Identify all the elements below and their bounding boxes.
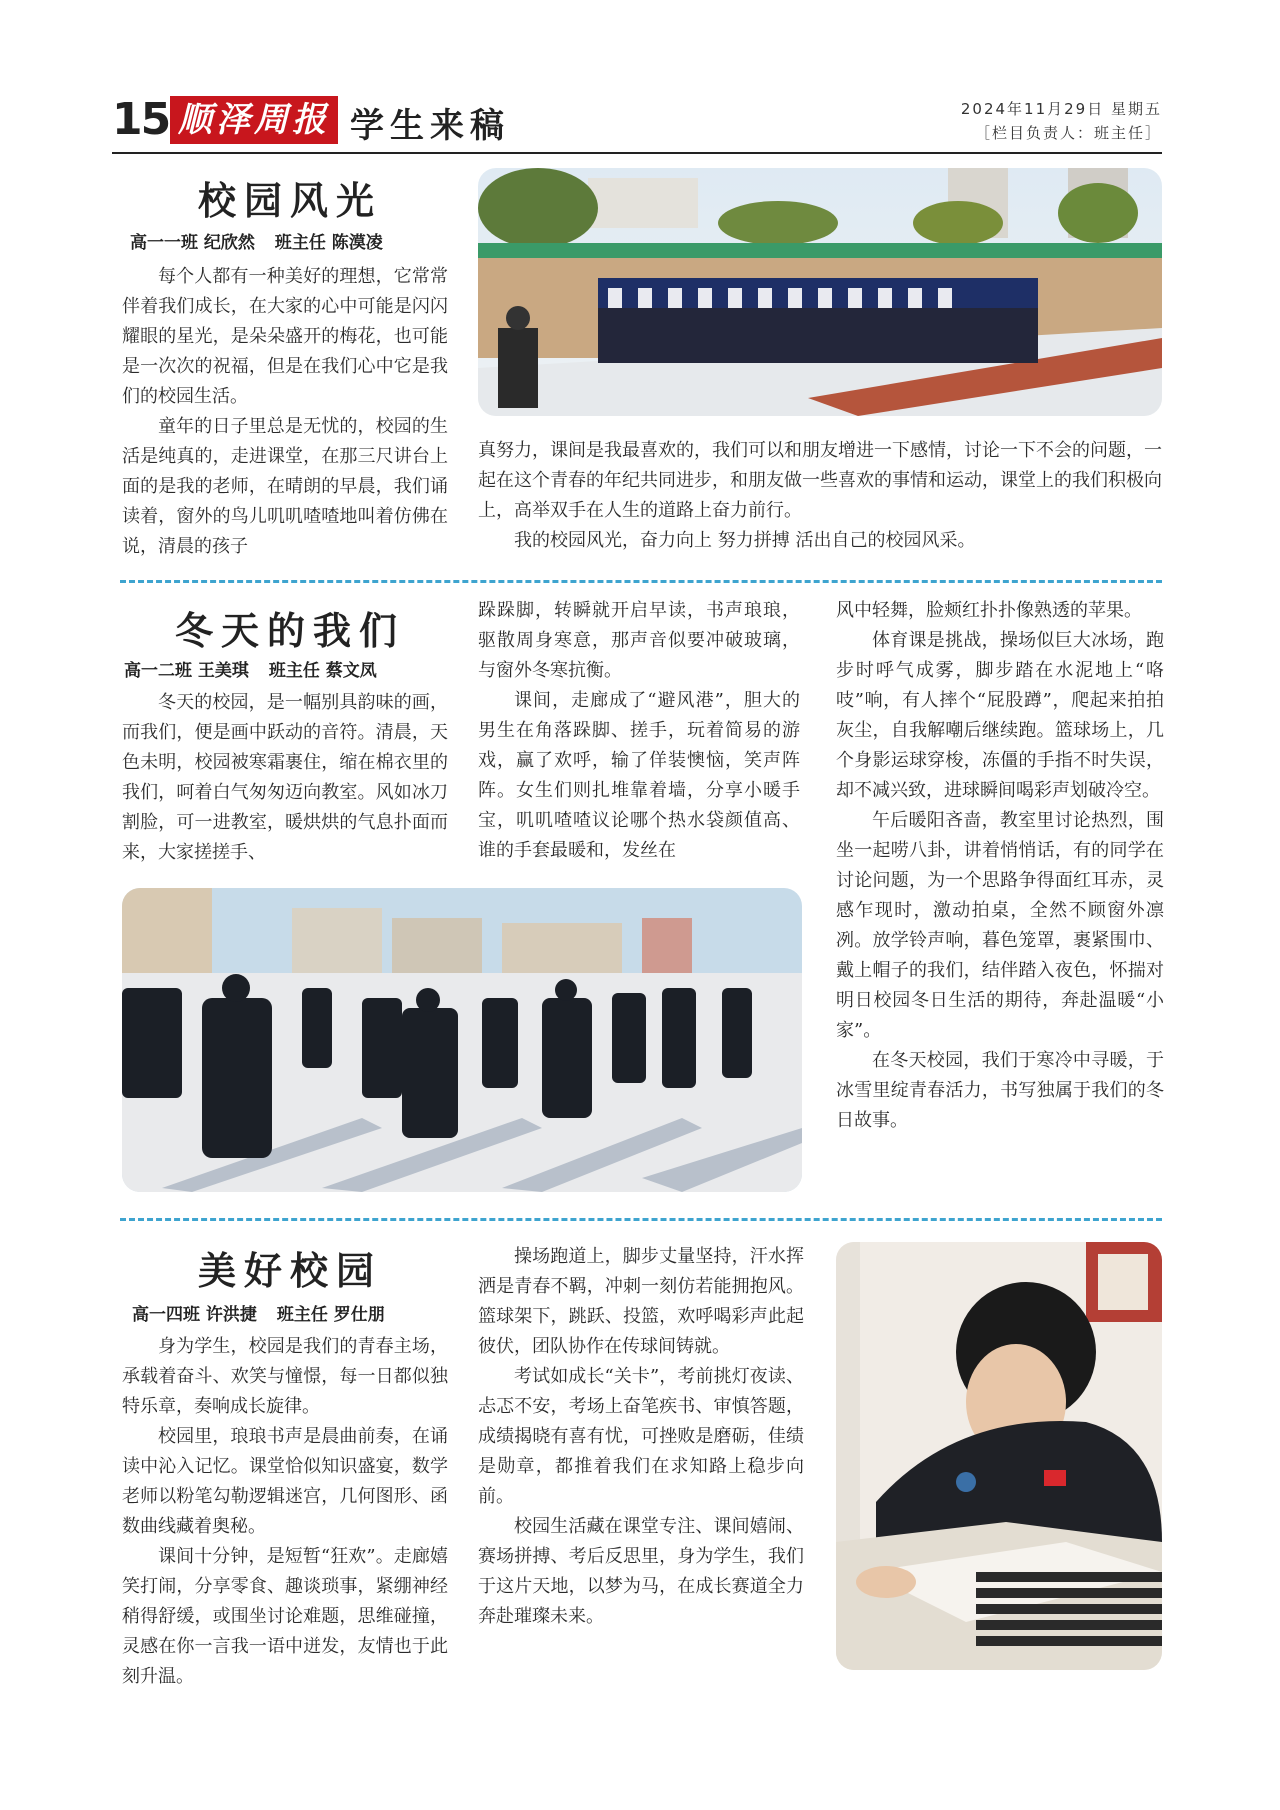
article3-paragraph: 校园生活藏在课堂专注、课间嬉闹、赛场拼搏、考后反思里，身为学生，我们于这片天地，以梦为马，在成长赛道全力奔赴璀璨未来。: [478, 1516, 804, 1627]
article1-byline: [130, 228, 397, 253]
article3-byline: [132, 1300, 399, 1325]
article3-author: 高一四班 许洪捷: [132, 1305, 257, 1325]
section-divider: [120, 1218, 1162, 1221]
article2-paragraph: 体育课是挑战，操场似巨大冰场，跑步时呼气成雾，脚步踏在水泥地上“咯吱”响，有人摔个“屁股蹲”，爬起来拍拍灰尘，自我解嘲后继续跑。篮球场上，几个身影运球穿梭，冻僵的手指不时失误，却不减兴致，进球瞬间喝彩声划破冷空。: [836, 630, 1164, 801]
article2-photo-students: [122, 888, 802, 1192]
article3-col2: [478, 1242, 804, 1668]
article3-paragraph: 考试如成长“关卡”，考前挑灯夜读、忐忑不安，考场上奋笔疾书、审慎答题，成绩揭晓有喜有忧，可挫败是磨砺，佳绩是勋章，都推着我们在求知路上稳步向前。: [478, 1366, 804, 1507]
issue-date: 2024年11月29日 星期五: [960, 100, 1162, 118]
article1-paragraph: 每个人都有一种美好的理想，它常常伴着我们成长，在大家的心中可能是闪闪耀眼的星光，是朵朵盛开的梅花，也可能是一次次的祝福，但是在我们心中它是我们的校园生活。: [122, 266, 448, 407]
article2-byline: [124, 656, 391, 681]
article2-paragraph: 午后暖阳吝啬，教室里讨论热烈，围坐一起唠八卦，讲着悄悄话，有的同学在讨论问题，为一个思路争得面红耳赤，灵感乍现时，激动拍桌，全然不顾窗外凛冽。放学铃声响，暮色笼罩，裹紧围巾、戴上帽子的我们，结伴踏入夜色，怀揣对明日校园冬日生活的期待，奔赴温暖“小家”。: [836, 810, 1164, 1041]
column-editor: ［栏目负责人：班主任］: [974, 124, 1162, 142]
article3-paragraph: 身为学生，校园是我们的青春主场，承载着奋斗、欢笑与憧憬，每一日都似独特乐章，奏响成长旋律。: [122, 1336, 448, 1417]
article1-teacher: 班主任 陈漠凌: [274, 233, 383, 253]
section-divider: [120, 580, 1162, 583]
article2-author: 高一二班 王美琪: [124, 661, 249, 681]
article1-paragraph: 童年的日子里总是无忧的，校园的生活是纯真的，走进课堂，在那三尺讲台上面的是我的老师，在晴朗的早晨，我们诵读着，窗外的鸟儿叽叽喳喳地叫着仿佛在说，清晨的孩子: [122, 416, 448, 557]
masthead-logo: 顺泽周报: [170, 96, 338, 144]
article3-photo-studying: [836, 1242, 1162, 1670]
article3-title: 美好校园: [197, 1249, 382, 1293]
article1-title: 校园风光: [197, 179, 382, 223]
page-header: [112, 92, 1162, 154]
article2-paragraph: 跺跺脚，转瞬就开启早读，书声琅琅，驱散周身寒意，那声音似要冲破玻璃，与窗外冬寒抗衡。: [478, 600, 800, 681]
article3-teacher: 班主任 罗仕朋: [276, 1305, 385, 1325]
article3-paragraph: 课间十分钟，是短暂“狂欢”。走廊嬉笑打闹，分享零食、趣谈琐事，紧绷神经稍得舒缓，或围坐讨论难题，思维碰撞，灵感在你一言我一语中迸发，友情也于此刻升温。: [122, 1546, 448, 1687]
article1-author: 高一一班 纪欣然: [130, 233, 255, 253]
article2-paragraph: 风中轻舞，脸颊红扑扑像熟透的苹果。: [836, 600, 1142, 621]
article1-paragraph: 真努力，课间是我最喜欢的，我们可以和朋友增进一下感情，讨论一下不会的问题，一起在这个青春的年纪共同进步，和朋友做一些喜欢的事情和运动，课堂上的我们积极向上，高举双手在人生的道路上奋力前行。: [478, 440, 1162, 521]
article3-col1: [122, 1332, 448, 1698]
article1-left-text: [122, 262, 448, 562]
article1-photo-assembly: [478, 168, 1162, 416]
article2-paragraph: 冬天的校园，是一幅别具韵味的画，而我们，便是画中跃动的音符。清晨，天色未明，校园被寒霜裹住，缩在棉衣里的我们，呵着白气匆匆迈向教室。风如冰刀割脸，可一进教室，暖烘烘的气息扑面而来，大家搓搓手、: [122, 692, 448, 863]
page-number: 15: [112, 94, 170, 145]
article2-col3: [836, 596, 1164, 1176]
article1-right-text: [478, 436, 1162, 556]
article3-paragraph: 操场跑道上，脚步丈量坚持，汗水挥洒是青春不羁，冲刺一刻仿若能拥抱风。篮球架下，跳跃、投篮，欢呼喝彩声此起彼伏，团队协作在传球间铸就。: [478, 1246, 804, 1357]
article2-paragraph: 在冬天校园，我们于寒冷中寻暖，于冰雪里绽青春活力，书写独属于我们的冬日故事。: [836, 1050, 1164, 1131]
article2-col2: [478, 596, 800, 866]
article2-title: 冬天的我们: [174, 609, 405, 653]
article1-paragraph: 我的校园风光，奋力向上 努力拼搏 活出自己的校园风采。: [514, 530, 976, 551]
article2-paragraph: 课间，走廊成了“避风港”，胆大的男生在角落跺脚、搓手，玩着简易的游戏，赢了欢呼，输了佯装懊恼，笑声阵阵。女生们则扎堆靠着墙，分享小暖手宝，叽叽喳喳议论哪个热水袋颜值高、谁的手套最暖和，发丝在: [478, 690, 800, 861]
article2-col1: [122, 688, 448, 868]
article2-teacher: 班主任 蔡文凤: [268, 661, 377, 681]
article3-paragraph: 校园里，琅琅书声是晨曲前奏，在诵读中沁入记忆。课堂恰似知识盛宴，数学老师以粉笔勾勒逻辑迷宫，几何图形、函数曲线藏着奥秘。: [122, 1426, 448, 1537]
section-title: 学生来稿: [350, 106, 510, 146]
